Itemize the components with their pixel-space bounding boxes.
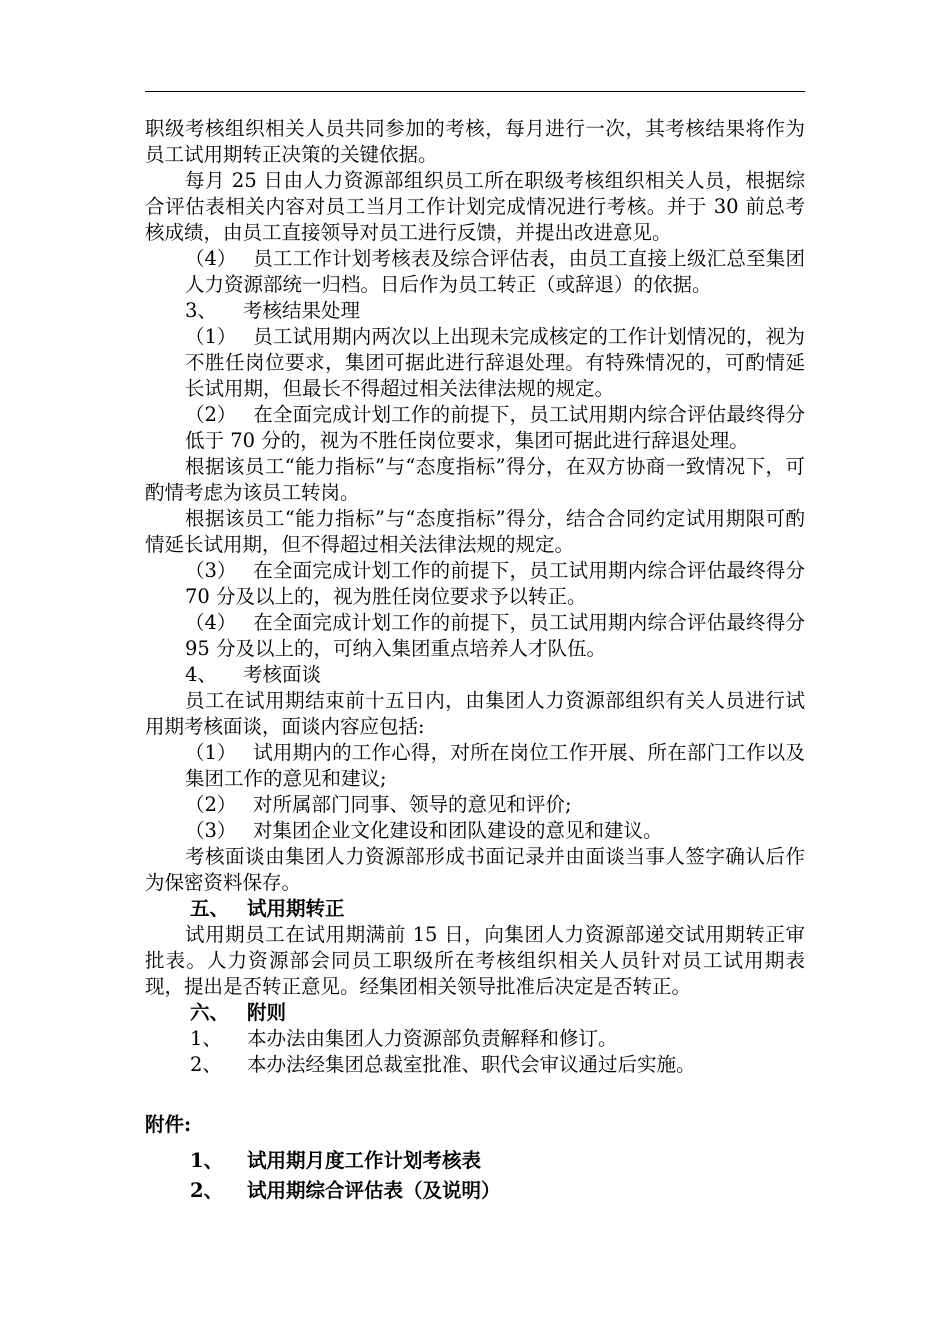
list-item: [145, 324, 805, 402]
subheading: [145, 662, 805, 688]
subheading: [145, 298, 805, 324]
list-item: [145, 1026, 805, 1052]
paragraph: 每月 25 日由人力资源部组织员工所在职级考核组织相关人员，根据综合评估表相关内容对员工当月工作计划完成情况进行考核。并于 30 前总考核成绩，由员工直接领导对员工进行反馈，并提出改进意见。: [145, 169, 805, 244]
item-number: （1）: [185, 741, 237, 764]
item-text: 在全面完成计划工作的前提下，员工试用期内综合评估最终得分 70 分及以上的，视为胜任岗位要求予以转正。: [185, 559, 805, 608]
paragraph: 职级考核组织相关人员共同参加的考核，每月进行一次，其考核结果将作为员工试用期转正决策的关键依据。: [145, 117, 805, 166]
list-item: [145, 1052, 805, 1078]
item-text: 试用期内的工作心得，对所在岗位工作开展、所在部门工作以及集团工作的意见和建议;: [185, 741, 805, 790]
item-number: （4）: [185, 611, 237, 634]
item-number: （2）: [185, 403, 237, 426]
item-text: 员工试用期内两次以上出现未完成核定的工作计划情况的，视为不胜任岗位要求，集团可据此进行辞退处理。有特殊情况的，可酌情延长试用期，但最长不得超过相关法律法规的规定。: [185, 325, 805, 400]
section-title: 附则: [247, 1001, 287, 1024]
list-item: [145, 402, 805, 454]
list-item: [145, 740, 805, 792]
item-number: （1）: [185, 325, 237, 348]
item-number: （4）: [185, 247, 237, 270]
item-number: （3）: [185, 819, 237, 842]
list-item: [145, 792, 805, 818]
item-text: 考核结果处理: [243, 299, 361, 322]
paragraph: 根据该员工“能力指标”与“态度指标”得分，在双方协商一致情况下，可酌情考虑为该员工转岗。: [145, 455, 805, 504]
item-number: 3、: [185, 299, 217, 322]
header-rule: [145, 91, 805, 92]
item-text: 本办法由集团人力资源部负责解释和修订。: [247, 1027, 618, 1050]
item-number: 1、: [190, 1149, 224, 1172]
attachment-item: [145, 1146, 805, 1176]
item-number: 2、: [190, 1053, 222, 1076]
list-item: [145, 558, 805, 610]
item-number: （2）: [185, 793, 237, 816]
spacer: [145, 1078, 805, 1112]
paragraph: 试用期员工在试用期满前 15 日，向集团人力资源部递交试用期转正审批表。人力资源部会同员工职级所在考核组织相关人员针对员工试用期表现，提出是否转正意见。经集团相关领导批准后决定是否转正。: [145, 923, 805, 998]
item-text: 员工工作计划考核表及综合评估表，由员工直接上级汇总至集团人力资源部统一归档。日后作为员工转正（或辞退）的依据。: [185, 247, 805, 296]
item-number: （3）: [185, 559, 237, 582]
list-item: [145, 246, 805, 298]
section-heading: [145, 896, 805, 922]
item-text: 考核面谈: [243, 663, 322, 686]
paragraph: 考核面谈由集团人力资源部形成书面记录并由面谈当事人签字确认后作为保密资料保存。: [145, 845, 805, 894]
section-number: 五、: [190, 897, 230, 920]
paragraph: 员工在试用期结束前十五日内，由集团人力资源部组织有关人员进行试用期考核面谈，面谈内容应包括:: [145, 689, 805, 738]
section-number: 六、: [190, 1001, 230, 1024]
attachment-item: [145, 1176, 805, 1206]
item-text: 对集团企业文化建设和团队建设的意见和建议。: [253, 819, 663, 842]
item-text: 在全面完成计划工作的前提下，员工试用期内综合评估最终得分 95 分及以上的，可纳入集团重点培养人才队伍。: [185, 611, 805, 660]
item-text: 本办法经集团总裁室批准、职代会审议通过后实施。: [247, 1053, 696, 1076]
item-number: 4、: [185, 663, 217, 686]
paragraph: 根据该员工“能力指标”与“态度指标”得分，结合合同约定试用期限可酌情延长试用期，但不得超过相关法律法规的规定。: [145, 507, 805, 556]
list-item: [145, 610, 805, 662]
item-number: 1、: [190, 1027, 222, 1050]
section-title: 试用期转正: [247, 897, 345, 920]
item-number: 2、: [190, 1179, 224, 1202]
section-heading: [145, 1000, 805, 1026]
attachments-label: 附件:: [145, 1113, 192, 1136]
item-text: 在全面完成计划工作的前提下，员工试用期内综合评估最终得分低于 70 分的，视为不胜任岗位要求，集团可据此进行辞退处理。: [185, 403, 805, 452]
item-text: 试用期综合评估表（及说明）: [247, 1179, 501, 1202]
document-body: [145, 116, 805, 1206]
item-text: 试用期月度工作计划考核表: [247, 1149, 482, 1172]
list-item: [145, 818, 805, 844]
item-text: 对所属部门同事、领导的意见和评价;: [253, 793, 572, 816]
